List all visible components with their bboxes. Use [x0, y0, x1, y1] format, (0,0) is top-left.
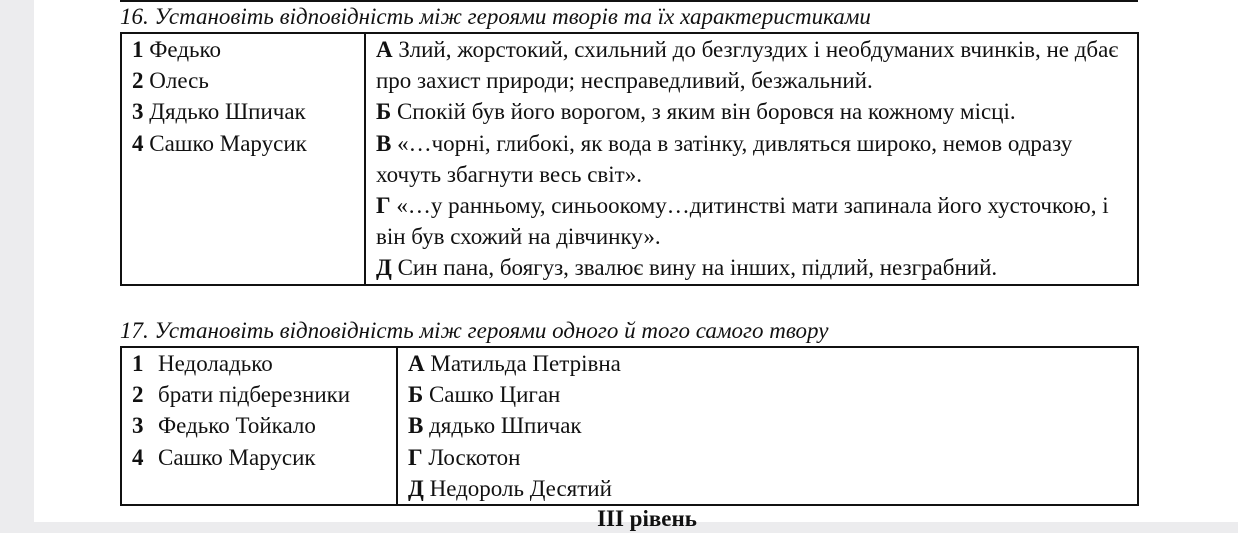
- task-16-descriptions: [365, 33, 1138, 285]
- list-item: 4 Сашко Марусик: [132, 130, 307, 156]
- list-item: Д Син пана, боягуз, звалює вину на інших, підлий, незграбний.: [376, 255, 998, 281]
- task-17-heading: 17. Установіть відповідність між героями одного й того самого твору: [120, 318, 829, 343]
- list-item: 1 Федько: [132, 37, 222, 62]
- task-17-table: [120, 346, 1139, 506]
- task-16-table: [120, 32, 1139, 286]
- list-item: Г «…у ранньому, синьоокому…дитинстві мати запинала його хусточкою, і він був схожий на дівчинку».: [376, 193, 1109, 250]
- task-16-characters: [121, 33, 365, 285]
- list-item: 2 Олесь: [132, 68, 209, 94]
- top-rule: [120, 0, 1138, 2]
- list-item: А Матильда Петрівна: [408, 351, 621, 376]
- list-item: Б Спокій був його ворогом, з яким він боровся на кожному місці.: [376, 99, 1016, 125]
- list-item: 1 Недоладько: [132, 351, 273, 376]
- list-item: В «…чорні, глибокі, як вода в затінку, дивляться широко, немов одразу хочуть збагнути весь світ».: [376, 130, 1073, 187]
- list-item: Д Недороль Десятий: [408, 475, 612, 501]
- list-item: Г Лоскотон: [408, 444, 521, 470]
- list-item: 2 брати підберезники: [132, 382, 351, 408]
- task-17-matches: [397, 347, 1138, 505]
- list-item: Б Сашко Циган: [408, 382, 561, 408]
- list-item: 4 Сашко Марусик: [132, 444, 316, 470]
- list-item: 3 Дядько Шпичак: [132, 99, 306, 125]
- task-16-heading: 16. Установіть відповідність між героями творів та їх характеристиками: [120, 4, 871, 29]
- list-item: В дядько Шпичак: [408, 413, 582, 439]
- list-item: 3 Федько Тойкало: [132, 413, 316, 439]
- task-17-characters: [121, 347, 397, 505]
- level-heading: ІІІ рівень: [597, 506, 697, 531]
- list-item: А Злий, жорстокий, схильний до безглуздих і необдуманих вчинків, не дбає про захист природи; несправедливий, безжальний.: [376, 37, 1119, 94]
